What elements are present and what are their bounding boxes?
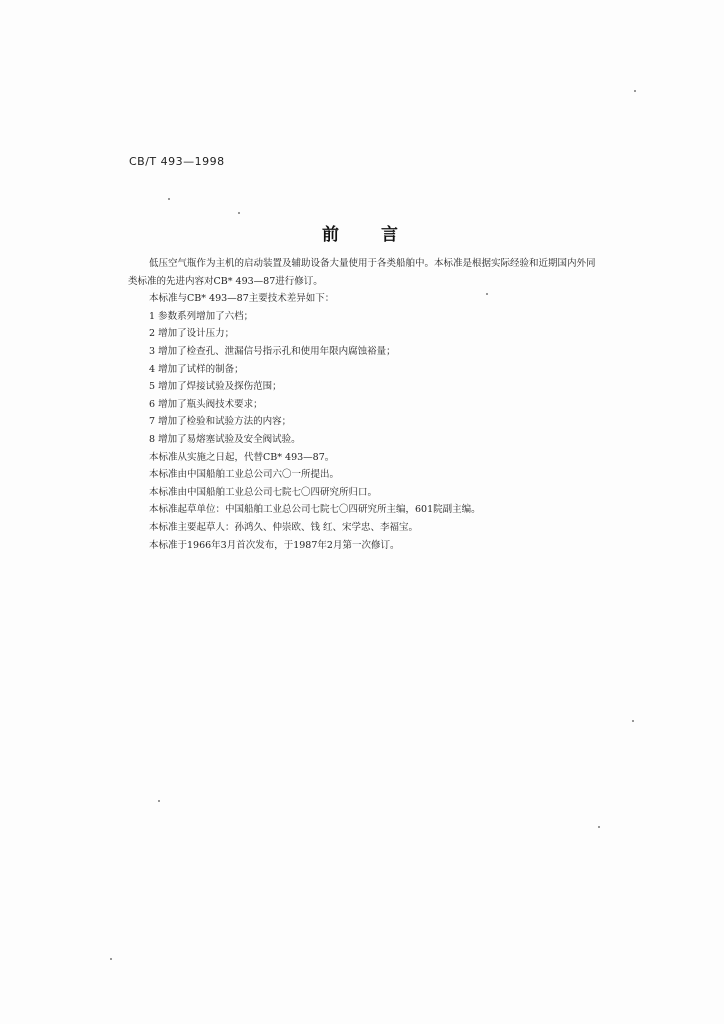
scan-speck	[110, 958, 112, 960]
closing-line: 本标准从实施之日起，代替CB* 493—87。	[149, 451, 335, 463]
change-item: 4 增加了试样的制备；	[149, 363, 244, 375]
change-item: 3 增加了检查孔、泄漏信号指示孔和使用年限内腐蚀裕量；	[149, 345, 396, 357]
standard-code-header: CB/T 493—1998	[129, 155, 225, 168]
change-item: 7 增加了检验和试验方法的内容；	[149, 416, 292, 428]
page-title: 前言	[322, 225, 440, 245]
closing-line: 本标准于1966年3月首次发布，于1987年2月第一次修订。	[149, 539, 400, 551]
closing-line: 本标准由中国船舶工业总公司六〇一所提出。	[149, 469, 340, 481]
scan-speck	[598, 826, 600, 828]
closing-line: 本标准起草单位：中国船舶工业总公司七院七〇四研究所主编，601院副主编。	[149, 504, 481, 516]
closing-line: 本标准由中国船舶工业总公司七院七〇四研究所归口。	[149, 486, 378, 498]
closing-line: 本标准主要起草人：孙鸿久、仲崇欧、钱 红、宋学忠、李福宝。	[149, 521, 419, 533]
scan-speck	[238, 212, 240, 214]
change-item: 2 增加了设计压力；	[149, 328, 235, 340]
document-body	[128, 255, 600, 554]
scan-speck	[634, 90, 636, 92]
intro-paragraph: 低压空气瓶作为主机的启动装置及辅助设备大量使用于各类船舶中。本标准是根据实际经验和近期国内外同类标准的先进内容对CB* 493—87进行修订。	[128, 258, 596, 287]
scan-speck	[158, 800, 160, 802]
change-item: 5 增加了焊接试验及探伤范围；	[149, 381, 282, 393]
change-item: 6 增加了瓶头阀技术要求；	[149, 398, 263, 410]
scan-speck	[168, 198, 170, 200]
change-item: 8 增加了易熔塞试验及安全阀试验。	[149, 433, 301, 445]
scan-speck	[486, 293, 488, 295]
change-item: 1 参数系列增加了六档；	[149, 310, 254, 322]
changes-intro: 本标准与CB* 493—87主要技术差异如下：	[149, 293, 335, 305]
scan-speck	[632, 720, 634, 722]
